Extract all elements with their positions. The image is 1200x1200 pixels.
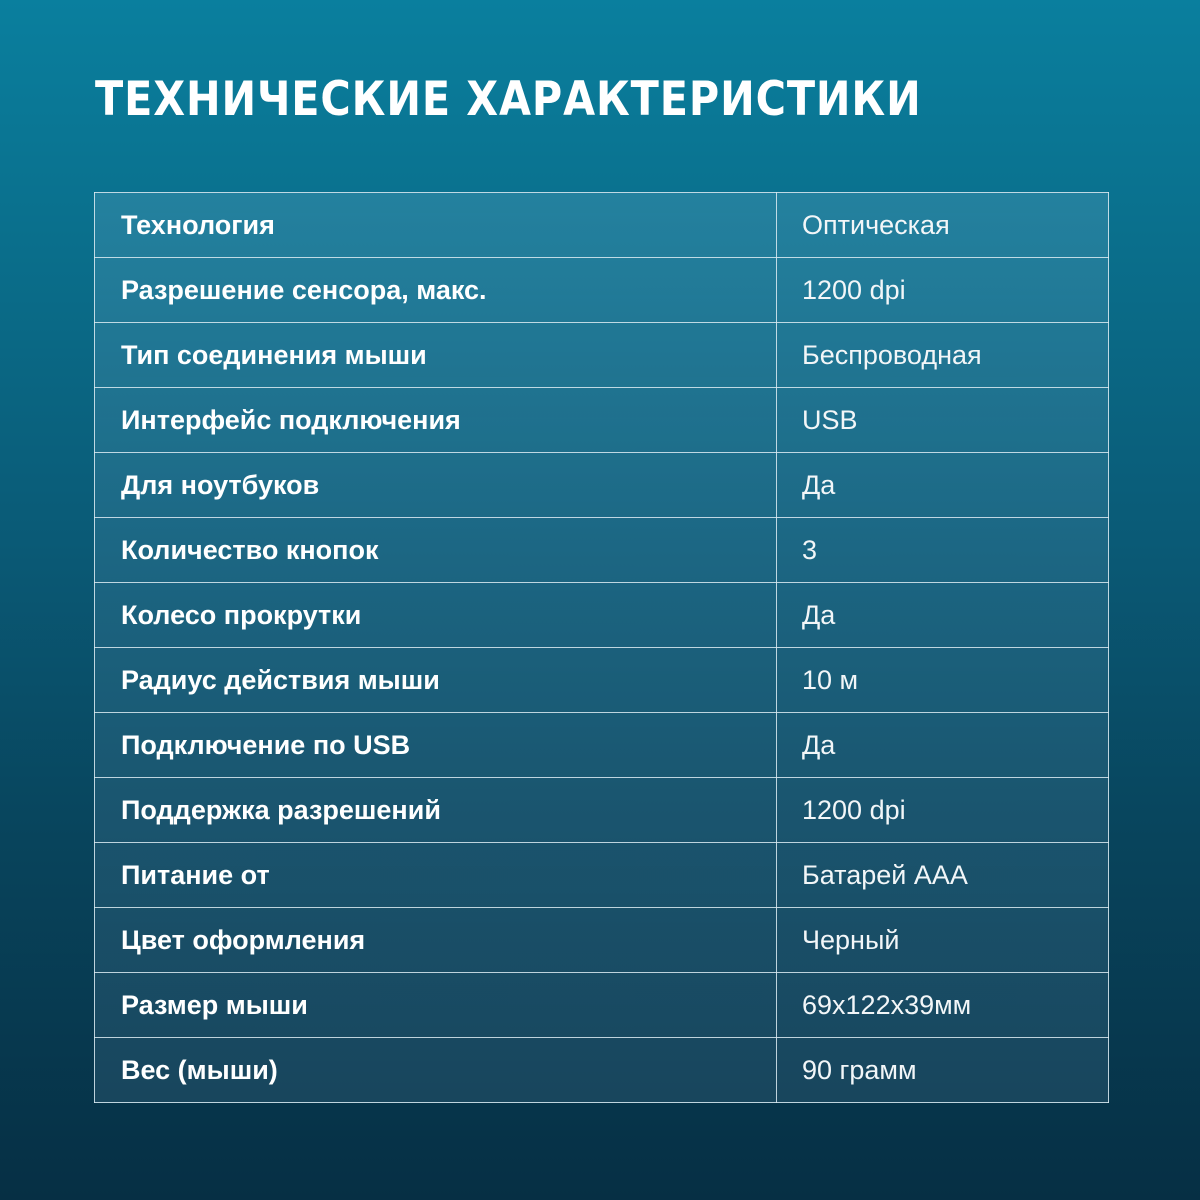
spec-label: Для ноутбуков: [95, 453, 777, 518]
spec-value: 69x122x39мм: [777, 973, 1109, 1038]
table-row: [95, 388, 1109, 453]
table-row: [95, 648, 1109, 713]
page-title: ТЕХНИЧЕСКИЕ ХАРАКТЕРИСТИКИ: [95, 72, 922, 127]
table-row: [95, 453, 1109, 518]
table-row: [95, 193, 1109, 258]
spec-label: Колесо прокрутки: [95, 583, 777, 648]
table-row: [95, 583, 1109, 648]
spec-label: Технология: [95, 193, 777, 258]
spec-value: 1200 dpi: [777, 778, 1109, 843]
spec-label: Подключение по USB: [95, 713, 777, 778]
table-row: [95, 908, 1109, 973]
spec-value: Черный: [777, 908, 1109, 973]
spec-value: USB: [777, 388, 1109, 453]
spec-label: Тип соединения мыши: [95, 323, 777, 388]
spec-label: Вес (мыши): [95, 1038, 777, 1103]
spec-value: Оптическая: [777, 193, 1109, 258]
spec-value: 90 грамм: [777, 1038, 1109, 1103]
spec-value: Беспроводная: [777, 323, 1109, 388]
spec-value: Да: [777, 453, 1109, 518]
spec-value: 3: [777, 518, 1109, 583]
spec-value: Батарей AAA: [777, 843, 1109, 908]
spec-value: Да: [777, 713, 1109, 778]
spec-value: 1200 dpi: [777, 258, 1109, 323]
spec-label: Цвет оформления: [95, 908, 777, 973]
table-row: [95, 973, 1109, 1038]
spec-label: Питание от: [95, 843, 777, 908]
spec-label: Разрешение сенсора, макс.: [95, 258, 777, 323]
table-row: [95, 258, 1109, 323]
spec-label: Количество кнопок: [95, 518, 777, 583]
spec-label: Радиус действия мыши: [95, 648, 777, 713]
table-row: [95, 323, 1109, 388]
spec-value: 10 м: [777, 648, 1109, 713]
specs-table-body: [95, 193, 1109, 1103]
spec-label: Интерфейс подключения: [95, 388, 777, 453]
specs-table: [94, 192, 1109, 1103]
spec-label: Размер мыши: [95, 973, 777, 1038]
spec-value: Да: [777, 583, 1109, 648]
spec-label: Поддержка разрешений: [95, 778, 777, 843]
table-row: [95, 778, 1109, 843]
table-row: [95, 1038, 1109, 1103]
table-row: [95, 518, 1109, 583]
table-row: [95, 713, 1109, 778]
table-row: [95, 843, 1109, 908]
